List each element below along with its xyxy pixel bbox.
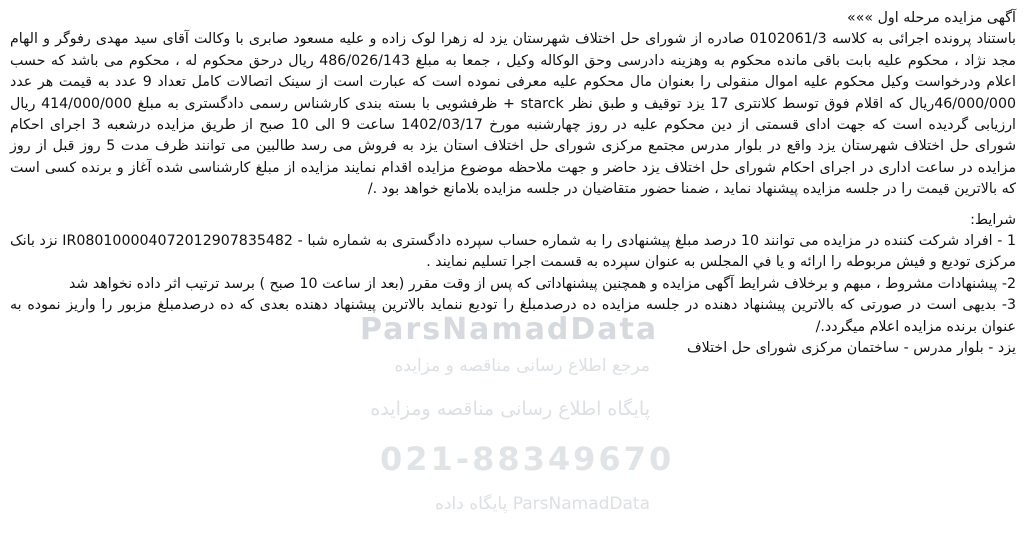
condition-item-1: 1 - افراد شرکت کننده در مزایده می توانند 10 درصد مبلغ پیشنهادی را به شماره حساب سپرده دادگستری به شماره شبا - IR080100004072012907835482 نزد بانک مرکزی توديع و فيش مربوطه را ارائه و يا في المجلس به عنوان سپرده به قسمت اجرا تسليم نمايند . (10, 233, 1016, 271)
spacer (10, 201, 1016, 210)
watermark-line-2: پایگاه اطلاع رسانی مناقصه ومزایده (370, 398, 650, 420)
notice-text (10, 8, 1016, 360)
watermark-line-3: ParsNamadData پایگاه داده (435, 494, 650, 514)
notice-address: یزد - بلوار مدرس - ساختمان مرکزی شورای حل اختلاف (686, 340, 1016, 357)
watermark-line-1: مرجع اطلاع رسانی مناقصه و مزایده (394, 356, 650, 376)
conditions-heading: شرایط: (970, 211, 1016, 228)
notice-body: باستناد پرونده اجرائی به کلاسه 0102061/3 صادره از شورای حل اختلاف شهرستان یزد له زهرا لوک زاده و علیه مسعود صابری با وکالت آقای سید مهدی رفوگر و الهام مجد نژاد ، محکوم علیه بابت باقی مانده محکوم به وهزینه دادرسی وحق الوکاله وکیل ، جمعا به مبلغ 486/026/143 ریال درحق محکوم له ، محکوم می باشد که حسب اعلام ودرخواست وکیل محکوم علیه اموال منقولی را بعنوان مال محکوم علیه معرفی نموده است که عبارت است از سینک اتصالات کامل تعداد 9 عدد به قیمت هر عدد 46/000/000ریال که اقلام فوق توسط کلانتری 17 یزد توقیف و طبق نظر starck + ظرفشویی با بسته بندی کارشناس رسمی دادگستری به مبلغ 414/000/000 ریال ارزیابی گردیده است که جهت ادای قسمتی از دین محکوم علیه در روز چهارشنبه مورخ 1402/03/17 ساعت 9 الی 10 صبح از طریق مزایده درشعبه 3 اجرای احکام شورای حل اختلاف شهرستان یزد واقع در بلوار مدرس مجتمع مرکزی شورای حل اختلاف استان یزد به فروش می رسد طالبین می توانند ظرف مدت 5 روز قبل از روز مزایده در ساعت اداری در اجرای احکام شورای حل اختلاف یزد حاضر و جهت ملاحظه موضوع مزایده اقدام نمایند مزایده از مبلغ کارشناسی شده آغاز و برنده کسی است که بالاترین قیمت را در جلسه مزایده پیشنهاد نماید ، ضمنا حضور متقاضیان در جلسه مزایده بلامانع خواهد بود ./ (10, 31, 1016, 198)
watermark-phone: 021-88349670 (380, 440, 675, 478)
watermark-brand: ParsNamadData (360, 312, 659, 347)
condition-item-2: 2- پیشنهادات مشروط ، مبهم و برخلاف شرایط آگهی مزایده و همچنین پیشنهاداتی که پس از وقت مقرر (بعد از ساعت 10 صبح ) برسد ترتیب اثر داده نخواهد شد (68, 275, 1016, 292)
condition-item-3: 3- بدیهی است در صورتی که بالاترین پیشنهاد دهنده در جلسه مزایده ده درصدمبلغ را تودیع ننماید بالاترین پیشنهاد دهنده بعدی که ده درصدمبلغ مزبور را واریز نموده به عنوان برنده مزایده اعلام میگردد./ (10, 297, 1016, 335)
notice-title: آگهی مزایده مرحله اول »»» (847, 10, 1016, 26)
